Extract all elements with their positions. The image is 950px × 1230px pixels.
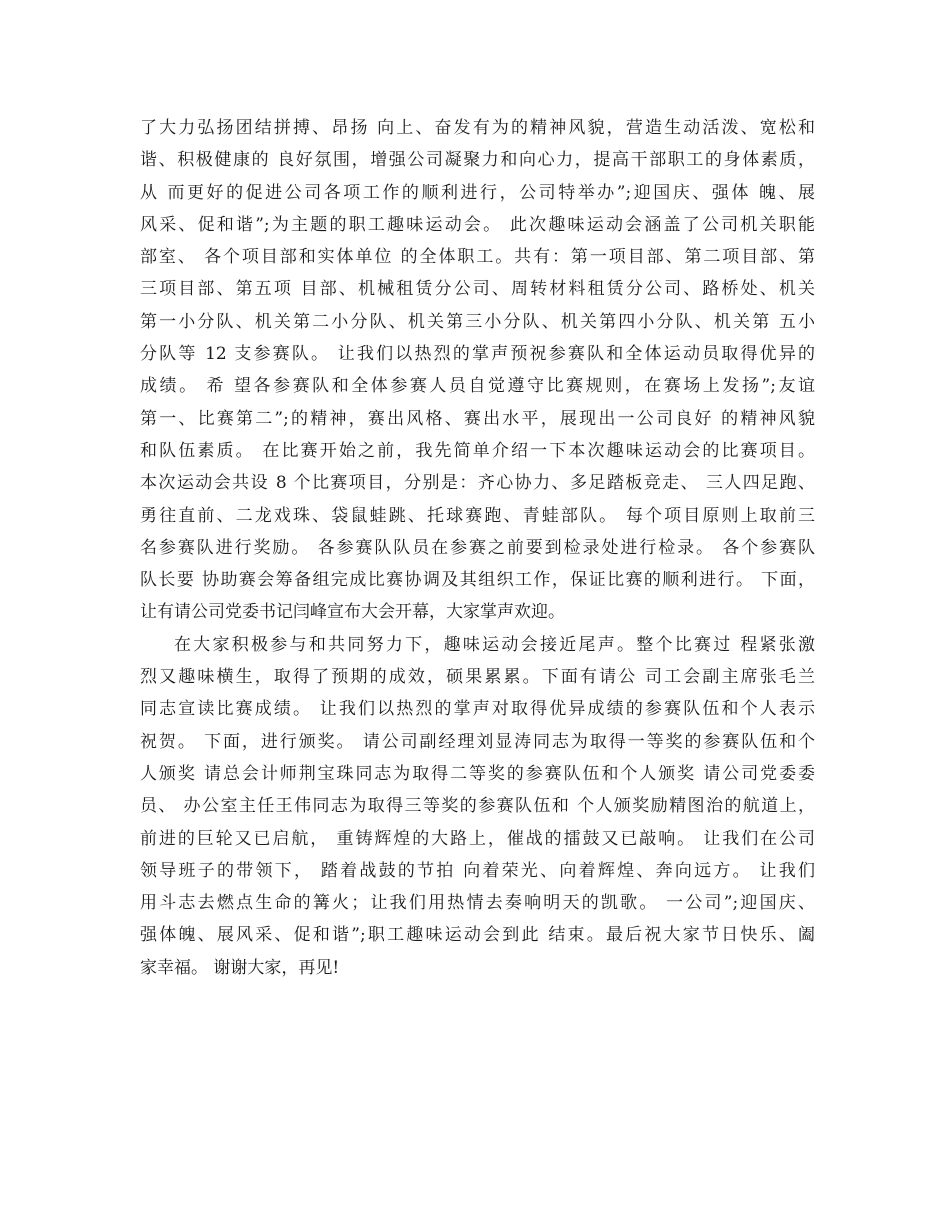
text-line: 部室、 各个项目部和实体单位 的全体职工。共有：第一项目部、第二项目部、第 xyxy=(140,247,815,268)
text-line: 员、 办公室主任王伟同志为取得三等奖的参赛队伍和 个人颁奖励精图治的航道上， xyxy=(140,796,815,817)
text-line: 名参赛队进行奖励。 各参赛队队员在参赛之前要到检录处进行检录。 各个参赛队 xyxy=(140,537,815,558)
text-line: 勇往直前、二龙戏珠、袋鼠蛙跳、托球赛跑、青蛙部队。 每个项目原则上取前三 xyxy=(140,505,815,526)
text-line: 同志宣读比赛成绩。 让我们以热烈的掌声对取得优异成绩的参赛队伍和个人表示 xyxy=(140,699,815,720)
text-line: 祝贺。 下面，进行颁奖。 请公司副经理刘显涛同志为取得一等奖的参赛队伍和个 xyxy=(140,731,815,752)
text-line: 强体魄、展风采、促和谐”;职工趣味运动会到此 结束。最后祝大家节日快乐、阖 xyxy=(140,925,815,946)
text-line: 了大力弘扬团结拼搏、昂扬 向上、奋发有为的精神风貌，营造生动活泼、宽松和 xyxy=(140,118,815,138)
text-line: 前进的巨轮又已启航， 重铸辉煌的大路上，催战的擂鼓又已敲响。 让我们在公司 xyxy=(140,828,815,849)
text-line: 烈又趣味横生，取得了预期的成效，硕果累累。下面有请公 司工会副主席张毛兰 xyxy=(140,667,815,688)
text-line: 家幸福。 谢谢大家，再见! xyxy=(140,957,340,978)
text-line: 从 而更好的促进公司各项工作的顺利进行，公司特举办”;迎国庆、强体 魄、展 xyxy=(140,182,815,203)
text-line: 让有请公司党委书记闫峰宣布大会开幕，大家掌声欢迎。 xyxy=(140,602,565,623)
paragraph-2 xyxy=(140,629,815,984)
text-line: 本次运动会共设 8 个比赛项目，分别是：齐心协力、多足踏板竞走、 三人四足跑、 xyxy=(140,473,815,494)
text-line: 成绩。 希 望各参赛队和全体参赛人员自觉遵守比赛规则，在赛场上发扬”;友谊 xyxy=(140,376,815,397)
text-line: 第一、比赛第二”;的精神，赛出风格、赛出水平，展现出一公司良好 的精神风貌 xyxy=(140,408,815,429)
text-line: 领导班子的带领下， 踏着战鼓的节拍 向着荣光、向着辉煌、奔向远方。 让我们 xyxy=(140,860,815,881)
text-line: 第一小分队、机关第二小分队、机关第三小分队、机关第四小分队、机关第 五小 xyxy=(140,311,815,332)
text-line: 三项目部、第五项 目部、机械租赁分公司、周转材料租赁分公司、路桥处、机关 xyxy=(140,279,815,300)
paragraph-1 xyxy=(140,112,815,629)
document-body xyxy=(140,112,815,984)
text-line: 和队伍素质。 在比赛开始之前，我先简单介绍一下本次趣味运动会的比赛项目。 xyxy=(140,440,815,461)
text-line: 队长要 协助赛会筹备组完成比赛协调及其组织工作，保证比赛的顺利进行。 下面， xyxy=(140,570,815,591)
text-line: 谐、积极健康的 良好氛围，增强公司凝聚力和向心力，提高干部职工的身体素质， xyxy=(140,150,815,171)
text-line: 用斗志去燃点生命的篝火；让我们用热情去奏响明天的凯歌。 一公司”;迎国庆、 xyxy=(140,893,815,914)
text-line: 分队等 12 支参赛队。 让我们以热烈的掌声预祝参赛队和全体运动员取得优异的 xyxy=(140,344,815,365)
text-line: 风采、促和谐”;为主题的职工趣味运动会。 此次趣味运动会涵盖了公司机关职能 xyxy=(140,214,815,235)
text-line: 在大家积极参与和共同努力下，趣味运动会接近尾声。整个比赛过 程紧张激 xyxy=(174,634,815,655)
text-line: 人颁奖 请总会计师荆宝珠同志为取得二等奖的参赛队伍和个人颁奖 请公司党委委 xyxy=(140,763,815,784)
